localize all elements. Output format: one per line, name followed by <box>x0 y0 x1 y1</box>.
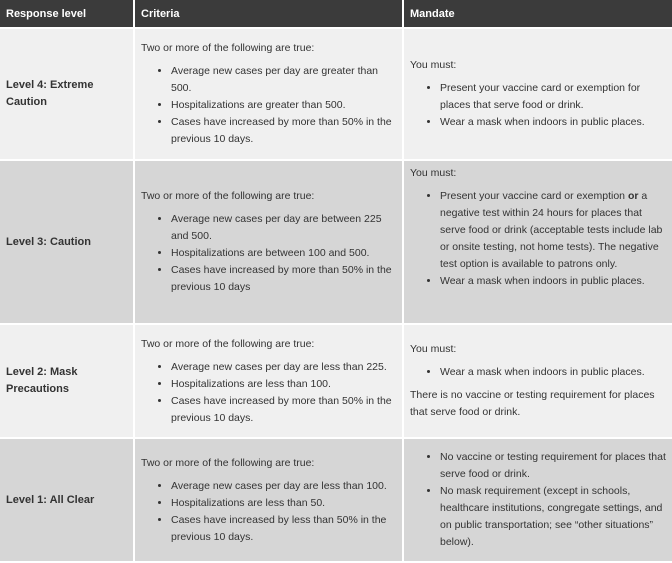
list-item: • Cases have increased by more than 50% in the previous 10 days <box>171 262 396 296</box>
criteria-intro: Two or more of the following are true: <box>141 42 315 54</box>
list-item: • No vaccine or testing requirement for places that serve food or drink. <box>440 449 666 483</box>
criteria-list <box>141 211 396 296</box>
criteria-intro: Two or more of the following are true: <box>141 337 315 350</box>
table-header-row <box>0 0 672 28</box>
criteria-cell <box>134 324 403 438</box>
text: Present your vaccine card or exemption <box>440 190 628 202</box>
header-mandate: Mandate <box>403 0 672 28</box>
level-cell: Level 2: Mask Precautions <box>0 324 134 438</box>
mandate-intro: You must: <box>410 167 457 179</box>
criteria-list <box>141 63 396 148</box>
list-item: • Average new cases per day are between 225 and 500. <box>171 211 396 245</box>
list-item: • Cases have increased by less than 50% in the previous 10 days. <box>171 512 396 546</box>
list-item: • Wear a mask when indoors in public places. <box>440 273 666 290</box>
mandate-cell <box>403 438 672 562</box>
criteria-intro: Two or more of the following are true: <box>141 456 315 469</box>
criteria-cell <box>134 28 403 160</box>
list-item: • Present your vaccine card or exemption for places that serve food or drink. <box>440 80 666 114</box>
list-item: • Hospitalizations are between 100 and 500. <box>171 245 396 262</box>
list-item: • Cases have increased by more than 50% in the previous 10 days. <box>171 393 396 427</box>
level-cell: Level 3: Caution <box>0 160 134 324</box>
criteria-cell <box>134 160 403 324</box>
list-item: • Hospitalizations are less than 100. <box>171 376 396 393</box>
mandate-intro: You must: <box>410 343 457 355</box>
criteria-list <box>141 359 396 427</box>
header-response-level: Response level <box>0 0 134 28</box>
mandate-list <box>410 364 666 381</box>
mandate-list <box>410 80 666 131</box>
table-row <box>0 438 672 562</box>
level-cell: Level 1: All Clear <box>0 438 134 562</box>
mandate-cell <box>403 28 672 160</box>
list-item <box>440 188 666 273</box>
text: a negative test within 24 hours for places that serve food or drink (acceptable tests include lab or onsite testing, not home tests). The negative test option is available to patrons only. <box>440 190 663 270</box>
criteria-list <box>141 478 396 546</box>
list-item: • No mask requirement (except in schools, healthcare institutions, congregate settings, and on public transportation; see “other situations” below). <box>440 483 666 551</box>
list-item: • Hospitalizations are greater than 500. <box>171 97 396 114</box>
list-item: • Hospitalizations are less than 50. <box>171 495 396 512</box>
list-item: • Cases have increased by more than 50% in the previous 10 days. <box>171 114 396 148</box>
criteria-cell <box>134 438 403 562</box>
table-row <box>0 28 672 160</box>
table-row <box>0 324 672 438</box>
emphasis: or <box>627 190 639 202</box>
mandate-list <box>410 188 666 290</box>
mandate-cell <box>403 160 672 324</box>
list-item: • Average new cases per day are greater than 500. <box>171 63 396 97</box>
mandate-list <box>410 449 666 551</box>
list-item: • Average new cases per day are less than 225. <box>171 359 396 376</box>
header-criteria: Criteria <box>134 0 403 28</box>
list-item: • Wear a mask when indoors in public places. <box>440 114 666 131</box>
criteria-intro: Two or more of the following are true: <box>141 190 315 202</box>
mandate-intro: You must: <box>410 59 457 71</box>
list-item: • Wear a mask when indoors in public places. <box>440 364 666 381</box>
mandate-outro: There is no vaccine or testing requirement for places that serve food or drink. <box>410 389 655 418</box>
table-row <box>0 160 672 324</box>
level-cell: Level 4: Extreme Caution <box>0 28 134 160</box>
mandate-cell <box>403 324 672 438</box>
list-item: • Average new cases per day are less than 100. <box>171 478 396 495</box>
